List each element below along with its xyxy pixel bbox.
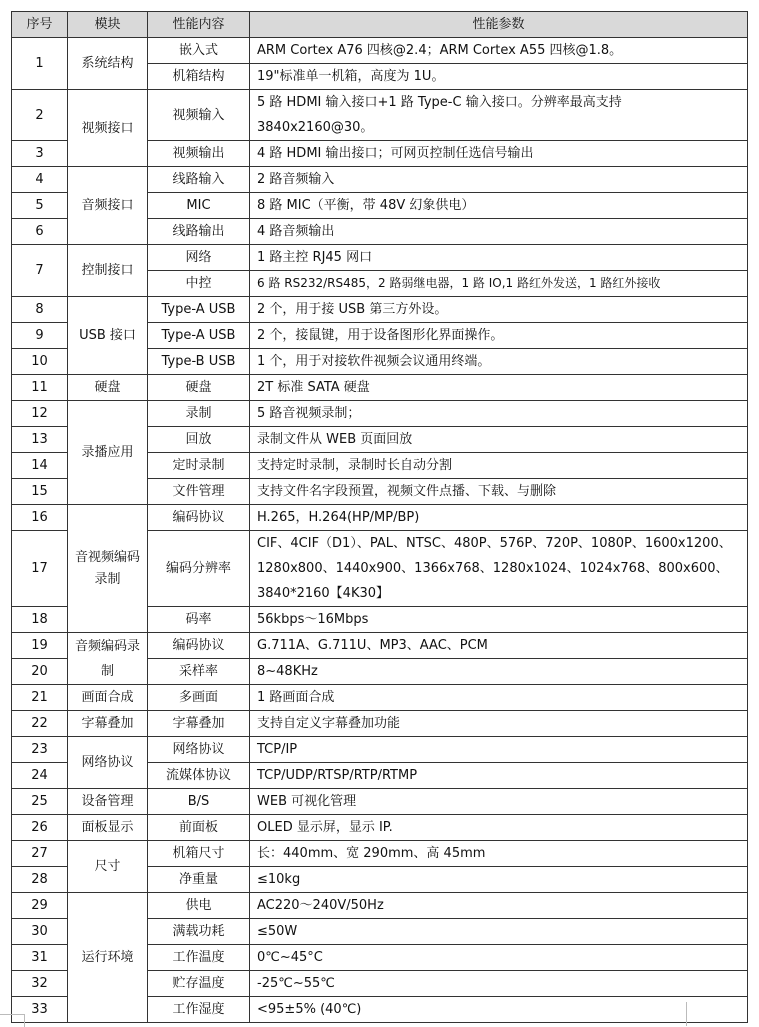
item-cell: 工作温度 [148, 945, 250, 971]
value-cell: CIF、4CIF（D1）、PAL、NTSC、480P、576P、720P、1080P、1600x1200、1280x800、1440x900、1366x768、1280x1024、1024x768、800x600、3840*2160【4K30】 [250, 531, 748, 607]
value-cell: G.711A、G.711U、MP3、AAC、PCM [250, 633, 748, 659]
item-cell: 嵌入式 [148, 38, 250, 64]
value-cell: 5 路 HDMI 输入接口+1 路 Type-C 输入接口。分辨率最高支持 3840x2160@30。 [250, 90, 748, 141]
value-cell: TCP/IP [250, 737, 748, 763]
header-module: 模块 [68, 12, 148, 38]
table-row [12, 789, 748, 815]
value-cell: 2 个，用于接 USB 第三方外设。 [250, 297, 748, 323]
item-cell: 网络协议 [148, 737, 250, 763]
spec-table [11, 11, 748, 1023]
item-cell: 文件管理 [148, 479, 250, 505]
value-cell: 6 路 RS232/RS485，2 路弱继电器，1 路 IO,1 路红外发送，1 路红外接收 [250, 271, 748, 297]
table-row [12, 90, 748, 141]
module-cell: 运行环境 [68, 893, 148, 1023]
row-no: 31 [12, 945, 68, 971]
row-no: 19 [12, 633, 68, 659]
module-cell: 视频接口 [68, 90, 148, 167]
value-cell: 5 路音视频录制； [250, 401, 748, 427]
header-value: 性能参数 [250, 12, 748, 38]
item-cell: 机箱结构 [148, 64, 250, 90]
row-no: 20 [12, 659, 68, 685]
module-cell: 音频编码录制 [68, 633, 148, 685]
item-cell: 满载功耗 [148, 919, 250, 945]
table-row [12, 245, 748, 271]
value-cell: WEB 可视化管理 [250, 789, 748, 815]
item-cell: 硬盘 [148, 375, 250, 401]
value-cell: 1 路主控 RJ45 网口 [250, 245, 748, 271]
item-cell: 贮存温度 [148, 971, 250, 997]
value-cell: 支持定时录制，录制时长自动分割 [250, 453, 748, 479]
table-row [12, 893, 748, 919]
module-cell: 网络协议 [68, 737, 148, 789]
value-cell: 1 个，用于对接软件视频会议通用终端。 [250, 349, 748, 375]
module-cell: 音视频编码录制 [68, 505, 148, 633]
row-no: 21 [12, 685, 68, 711]
item-cell: MIC [148, 193, 250, 219]
item-cell: 多画面 [148, 685, 250, 711]
module-cell: 字幕叠加 [68, 711, 148, 737]
item-cell: 回放 [148, 427, 250, 453]
item-cell: 线路输出 [148, 219, 250, 245]
page-corner-mark-right [686, 1002, 711, 1026]
module-cell: 音频接口 [68, 167, 148, 245]
value-cell: 8 路 MIC（平衡，带 48V 幻象供电） [250, 193, 748, 219]
module-cell: USB 接口 [68, 297, 148, 375]
value-cell: -25℃~55℃ [250, 971, 748, 997]
value-cell: 2 个，接鼠键，用于设备图形化界面操作。 [250, 323, 748, 349]
table-row [12, 685, 748, 711]
value-cell: 2 路音频输入 [250, 167, 748, 193]
page-corner-mark-left [0, 1014, 25, 1027]
item-cell: 编码协议 [148, 505, 250, 531]
value-cell: ARM Cortex A76 四核@2.4；ARM Cortex A55 四核@1.8。 [250, 38, 748, 64]
item-cell: 码率 [148, 607, 250, 633]
row-no: 27 [12, 841, 68, 867]
row-no: 11 [12, 375, 68, 401]
row-no: 24 [12, 763, 68, 789]
value-cell: 2T 标准 SATA 硬盘 [250, 375, 748, 401]
module-cell: 设备管理 [68, 789, 148, 815]
item-cell: B/S [148, 789, 250, 815]
table-row [12, 505, 748, 531]
row-no: 1 [12, 38, 68, 90]
value-cell: 8~48KHz [250, 659, 748, 685]
module-cell: 录播应用 [68, 401, 148, 505]
row-no: 13 [12, 427, 68, 453]
value-cell: 19"标准单一机箱，高度为 1U。 [250, 64, 748, 90]
module-cell: 面板显示 [68, 815, 148, 841]
table-row [12, 401, 748, 427]
row-no: 33 [12, 997, 68, 1023]
item-cell: 中控 [148, 271, 250, 297]
row-no: 5 [12, 193, 68, 219]
item-cell: 机箱尺寸 [148, 841, 250, 867]
item-cell: Type-A USB [148, 323, 250, 349]
module-cell: 系统结构 [68, 38, 148, 90]
item-cell: 工作湿度 [148, 997, 250, 1023]
row-no: 4 [12, 167, 68, 193]
header-item: 性能内容 [148, 12, 250, 38]
value-cell: OLED 显示屏，显示 IP. [250, 815, 748, 841]
row-no: 15 [12, 479, 68, 505]
value-cell: 录制文件从 WEB 页面回放 [250, 427, 748, 453]
value-cell: H.265，H.264(HP/MP/BP) [250, 505, 748, 531]
value-cell: 1 路画面合成 [250, 685, 748, 711]
row-no: 10 [12, 349, 68, 375]
item-cell: 前面板 [148, 815, 250, 841]
row-no: 25 [12, 789, 68, 815]
item-cell: 净重量 [148, 867, 250, 893]
row-no: 6 [12, 219, 68, 245]
value-cell: 0℃~45°C [250, 945, 748, 971]
row-no: 12 [12, 401, 68, 427]
value-cell: AC220～240V/50Hz [250, 893, 748, 919]
item-cell: 编码协议 [148, 633, 250, 659]
item-cell: 供电 [148, 893, 250, 919]
table-row [12, 815, 748, 841]
header-no: 序号 [12, 12, 68, 38]
item-cell: 视频输出 [148, 141, 250, 167]
value-cell: 4 路 HDMI 输出接口；可网页控制任选信号输出 [250, 141, 748, 167]
item-cell: 采样率 [148, 659, 250, 685]
row-no: 16 [12, 505, 68, 531]
table-row [12, 841, 748, 867]
row-no: 3 [12, 141, 68, 167]
table-row [12, 633, 748, 659]
row-no: 26 [12, 815, 68, 841]
value-cell: 4 路音频输出 [250, 219, 748, 245]
module-cell: 硬盘 [68, 375, 148, 401]
item-cell: Type-B USB [148, 349, 250, 375]
row-no: 9 [12, 323, 68, 349]
row-no: 8 [12, 297, 68, 323]
table-row [12, 297, 748, 323]
row-no: 2 [12, 90, 68, 141]
value-cell: 支持文件名字段预置，视频文件点播、下载、与删除 [250, 479, 748, 505]
value-cell: 支持自定义字幕叠加功能 [250, 711, 748, 737]
item-cell: 字幕叠加 [148, 711, 250, 737]
value-cell: TCP/UDP/RTSP/RTP/RTMP [250, 763, 748, 789]
item-cell: 视频输入 [148, 90, 250, 141]
row-no: 14 [12, 453, 68, 479]
row-no: 18 [12, 607, 68, 633]
table-row [12, 38, 748, 64]
header-row [12, 12, 748, 38]
item-cell: 编码分辨率 [148, 531, 250, 607]
row-no: 30 [12, 919, 68, 945]
module-cell: 尺寸 [68, 841, 148, 893]
item-cell: Type-A USB [148, 297, 250, 323]
table-row [12, 737, 748, 763]
row-no: 29 [12, 893, 68, 919]
row-no: 32 [12, 971, 68, 997]
row-no: 23 [12, 737, 68, 763]
module-cell: 画面合成 [68, 685, 148, 711]
row-no: 7 [12, 245, 68, 297]
row-no: 28 [12, 867, 68, 893]
row-no: 17 [12, 531, 68, 607]
item-cell: 定时录制 [148, 453, 250, 479]
table-row [12, 375, 748, 401]
item-cell: 线路输入 [148, 167, 250, 193]
item-cell: 录制 [148, 401, 250, 427]
value-cell: ≤50W [250, 919, 748, 945]
value-cell: 长：440mm、宽 290mm、高 45mm [250, 841, 748, 867]
value-cell: ≤10kg [250, 867, 748, 893]
table-row [12, 167, 748, 193]
row-no: 22 [12, 711, 68, 737]
item-cell: 网络 [148, 245, 250, 271]
table-row [12, 711, 748, 737]
item-cell: 流媒体协议 [148, 763, 250, 789]
module-cell: 控制接口 [68, 245, 148, 297]
value-cell: <95±5% (40℃) [250, 997, 748, 1023]
value-cell: 56kbps～16Mbps [250, 607, 748, 633]
